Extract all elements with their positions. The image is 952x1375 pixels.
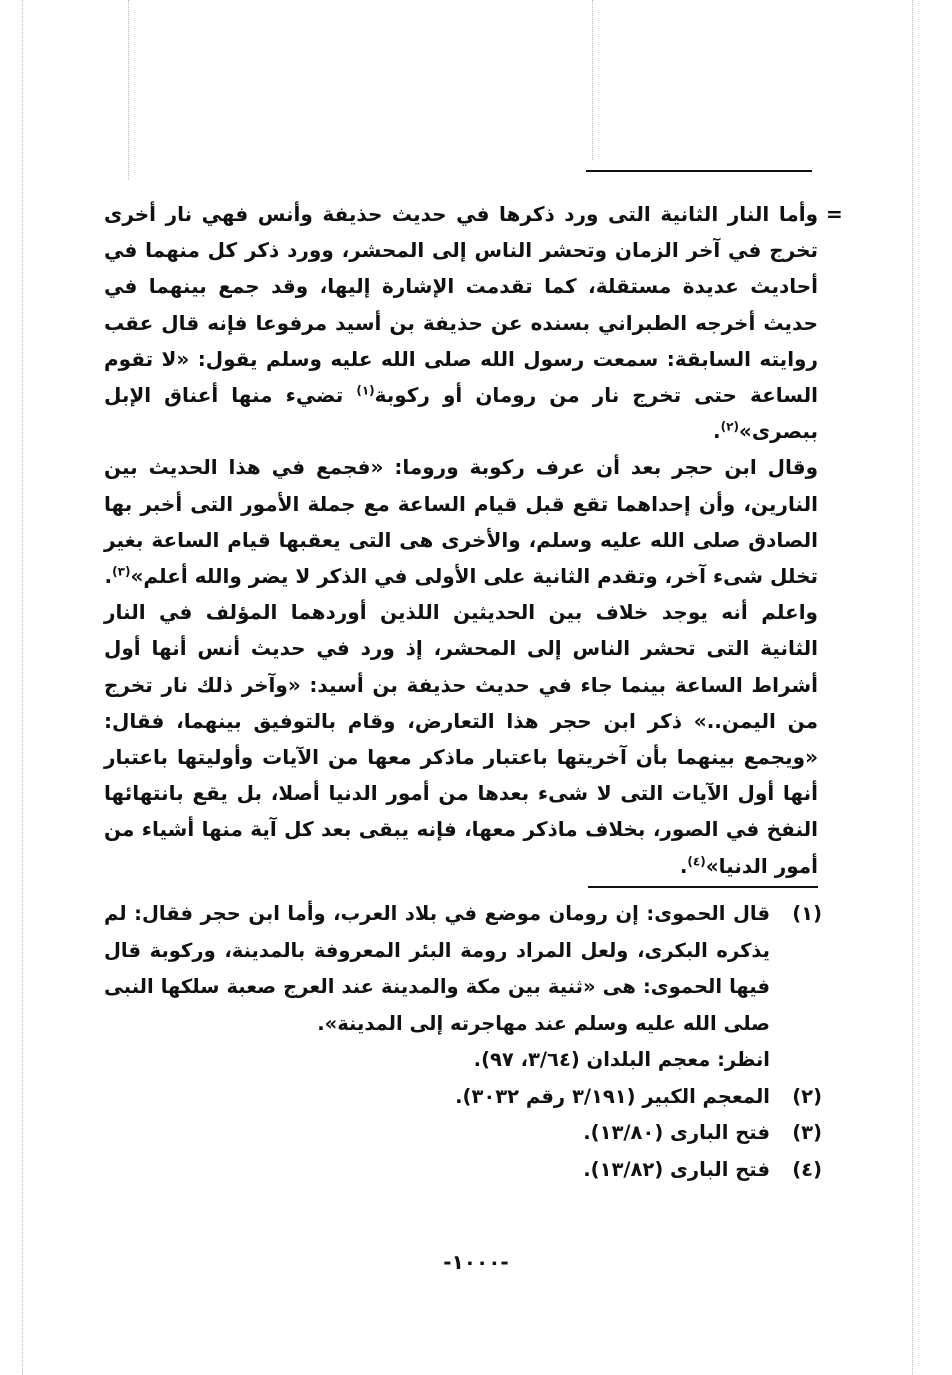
header-rule (586, 170, 812, 172)
paragraph: واعلم أنه يوجد خلاف بين الحديثين اللذين أوردهما المؤلف في النار الثانية التى تحشر الناس إلى المحشر، إذ ورد في حديث أنس أنها أول أشراط الساعة بينما جاء في حديث حذيفة بن أسيد: «وآخر ذلك نار تخرج من اليمن..» ذكر ابن حجر هذا التعارض، وقام بالتوفيق بينهما، فقال: «ويجمع بينهما بأن آخريتها باعتبار ماذكر معها من الآيات وأوليتها باعتبار أنها أول الآيات التى لا شىء بعدها من أمور الدنيا أصلا، بل يقع بانتهائها النفخ في الصور، بخلاف ماذكر معها، فإنه يبقى بعد كل آية منها أشياء من أمور الدنيا»$^{(٤)}$. (104, 600, 818, 878)
continuation-marker: = (826, 202, 843, 226)
footnote-text: المعجم الكبير (٣/١٩١ رقم ٣٠٣٢). (455, 1084, 770, 1108)
footnote-number: (٤) (792, 1157, 822, 1181)
footnote-source: انظر: معجم البلدان (٣/٦٤، ٩٧). (473, 1048, 770, 1071)
footnote (104, 1079, 822, 1116)
scan-artifact-line (22, 0, 23, 1375)
scan-artifact-line (912, 0, 913, 1375)
footnote-ref: (٤) (687, 854, 706, 868)
paragraph: وقال ابن حجر بعد أن عرف ركوبة وروما: «فجمع في هذا الحديث بين النارين، وأن إحداهما تقع قبل قيام الساعة مع جملة الأمور التى أخبر بها الصادق صلى الله عليه وسلم، والأخرى هى التى يعقبها قيام الساعة بغير تخلل شىء آخر، وتقدم الثانية على الأولى في الذكر لا يضر والله أعلم»$^{(٣)}$. (104, 455, 818, 589)
footnote-ref: (١) (356, 383, 375, 398)
footnotes (104, 896, 822, 1188)
footnote (104, 896, 822, 1042)
scan-artifact-line (128, 0, 129, 180)
footnote-text: فتح البارى (١٣/٨٠). (583, 1121, 770, 1144)
footnote-separator (588, 886, 818, 888)
scan-artifact-line (592, 0, 593, 160)
footnote-ref: (٢) (720, 419, 739, 434)
paragraph: وأما النار الثانية التى ورد ذكرها في حديث حذيفة وأنس فهي نار أخرى تخرج في آخر الزمان وتحشر الناس إلى المحشر، وورد ذكر كل منهما في أحاديث عديدة مستقلة، كما تقدمت الإشارة إليها، وقد جمع بينهما في حديث أخرجه الطبراني بسنده عن حذيفة بن أسيد مرفوعا فإنه قال عقب روايته السابقة: سمعت رسول الله صلى الله عليه وسلم يقول: «لا تقوم الساعة حتى تخرج نار من رومان أو ركوبة$^{(١)}$ تضيء منها أعناق الإبل ببصرى»$^{(٢)}$. (104, 202, 819, 444)
footnote-text: فتح البارى (١٣/٨٢). (583, 1157, 770, 1181)
footnote-number: (٢) (792, 1084, 822, 1108)
footnote (104, 1115, 822, 1152)
footnote-number: (٣) (792, 1121, 822, 1144)
footnote-number: (١) (792, 902, 822, 925)
footnote-ref: (٣) (112, 564, 131, 579)
page-number: -١٠٠٠- (443, 1250, 509, 1274)
footnote (104, 1152, 822, 1189)
footnote-text: قال الحموى: إن رومان موضع في بلاد العرب، وأما ابن حجر فقال: لم يذكره البكرى، ولعل المراد رومة البئر المعروفة بالمدينة، وركوبة قال فيها الحموى: هى «ثنية بين مكة والمدينة عند العرج صعبة سلكها النبى صلى الله عليه وسلم عند مهاجرته إلى المدينة». (104, 902, 770, 1035)
main-text (104, 196, 818, 884)
